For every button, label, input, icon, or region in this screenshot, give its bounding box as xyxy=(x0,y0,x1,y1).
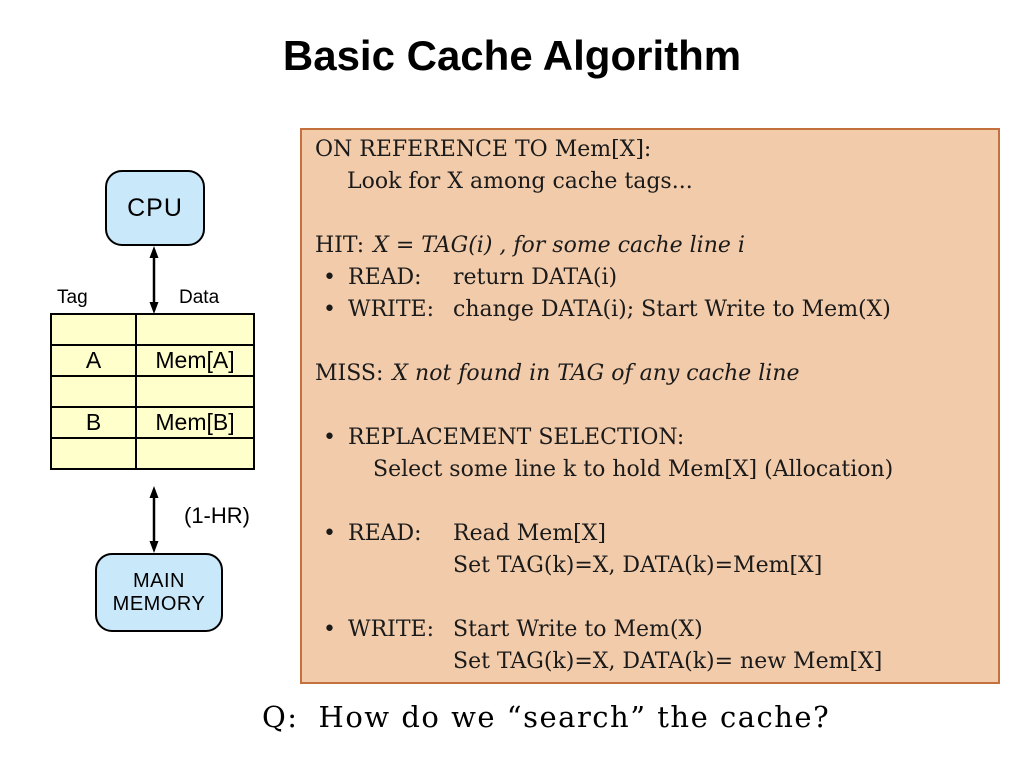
bullet-icon: • xyxy=(323,425,336,450)
data-cell: Mem[A] xyxy=(136,345,254,376)
miss-read-action-2: Set TAG(k)=X, DATA(k)=Mem[X] xyxy=(453,553,823,578)
cache-table-row xyxy=(51,345,254,376)
hit-write-item xyxy=(315,294,998,326)
replacement-detail: Select some line k to hold Mem[X] (Allocation) xyxy=(373,457,894,482)
bullet-icon: • xyxy=(323,617,336,642)
data-cell xyxy=(136,314,254,345)
data-cell: Mem[B] xyxy=(136,407,254,438)
replacement-item xyxy=(315,422,998,486)
cache-table-row xyxy=(51,314,254,345)
spacer xyxy=(315,198,998,230)
data-cell xyxy=(136,376,254,407)
miss-rate-label: (1-HR) xyxy=(184,503,250,528)
hit-read-item xyxy=(315,262,998,294)
cpu-node xyxy=(105,170,205,246)
miss-write-action-2: Set TAG(k)=X, DATA(k)= new Mem[X] xyxy=(453,649,883,674)
miss-write-actions xyxy=(453,614,998,678)
replacement-label: REPLACEMENT SELECTION: xyxy=(348,425,685,450)
miss-keyword: MISS: xyxy=(315,361,384,386)
cache-table-row xyxy=(51,376,254,407)
hit-read-label: READ: xyxy=(348,265,422,290)
data-column-label: Data xyxy=(179,287,220,308)
main-memory-label-line2: MEMORY xyxy=(112,592,206,615)
spacer xyxy=(315,326,998,358)
question-line xyxy=(262,700,830,734)
cpu-label: CPU xyxy=(127,193,183,222)
miss-write-item xyxy=(315,614,998,678)
tag-column-label: Tag xyxy=(57,287,88,308)
spacer xyxy=(315,486,998,518)
hit-write-action: change DATA(i); Start Write to Mem(X) xyxy=(453,297,891,322)
miss-line xyxy=(315,358,998,390)
cache-table-row xyxy=(51,407,254,438)
cache-table-row xyxy=(51,438,254,469)
bullet-icon: • xyxy=(323,265,336,290)
tag-cell xyxy=(51,438,136,469)
tag-cell: B xyxy=(51,407,136,438)
cache-memory-double-arrow-icon xyxy=(144,486,164,553)
spacer xyxy=(315,390,998,422)
bullet-icon: • xyxy=(323,521,336,546)
miss-read-action-1: Read Mem[X] xyxy=(453,521,607,546)
miss-read-label: READ: xyxy=(348,521,422,546)
main-memory-label-line1: MAIN xyxy=(133,569,185,592)
algorithm-box xyxy=(300,128,1000,684)
tag-cell xyxy=(51,376,136,407)
miss-read-item xyxy=(315,518,998,582)
spacer xyxy=(315,582,998,614)
tag-cell: A xyxy=(51,345,136,376)
miss-condition: X not found in TAG of any cache line xyxy=(392,361,800,386)
question-prefix: Q: xyxy=(262,700,299,734)
cache-table xyxy=(50,313,255,470)
hit-read-action: return DATA(i) xyxy=(453,265,618,290)
tag-cell xyxy=(51,314,136,345)
miss-write-label: WRITE: xyxy=(348,617,435,642)
main-memory-node xyxy=(95,553,223,632)
on-reference-line: ON REFERENCE TO Mem[X]: xyxy=(315,137,652,162)
hit-line xyxy=(315,230,998,262)
look-for-line: Look for X among cache tags... xyxy=(347,169,693,194)
hit-keyword: HIT: xyxy=(315,233,365,258)
hit-condition: X = TAG(i) , for some cache line i xyxy=(373,233,745,258)
cpu-cache-double-arrow-icon xyxy=(144,246,164,314)
bullet-icon: • xyxy=(323,297,336,322)
hit-write-label: WRITE: xyxy=(348,297,435,322)
replacement-block xyxy=(348,422,998,486)
question-text: How do we “search” the cache? xyxy=(318,700,831,734)
page-title: Basic Cache Algorithm xyxy=(282,32,742,79)
miss-read-actions xyxy=(453,518,998,582)
data-cell xyxy=(136,438,254,469)
miss-write-action-1: Start Write to Mem(X) xyxy=(453,617,703,642)
